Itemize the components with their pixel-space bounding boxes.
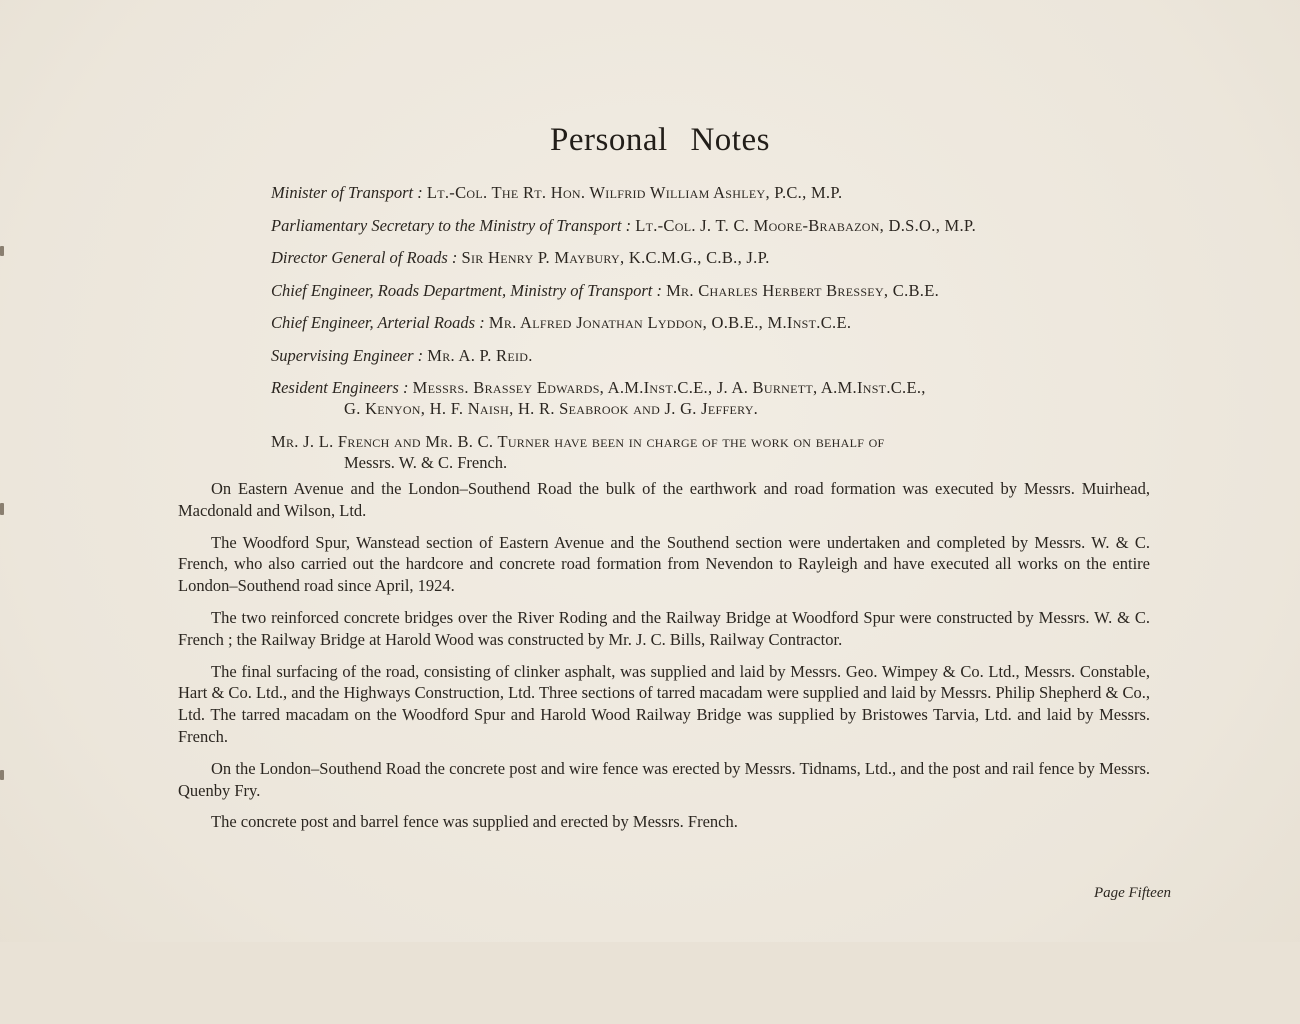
personnel-name: Sir Henry P. Maybury, K.C.M.G., C.B., J.P. bbox=[461, 248, 770, 267]
personnel-entry bbox=[271, 280, 1131, 301]
personnel-role: Director General of Roads : bbox=[271, 248, 458, 267]
personnel-entry bbox=[271, 377, 1131, 419]
french-note bbox=[271, 431, 1131, 473]
personnel-entry bbox=[271, 312, 1131, 333]
personnel-name: Lt.-Col. The Rt. Hon. Wilfrid William Ashley, P.C., M.P. bbox=[426, 183, 843, 202]
personnel-entry bbox=[271, 345, 1131, 366]
binding-mark bbox=[0, 770, 4, 780]
binding-mark bbox=[0, 246, 4, 256]
personnel-role: Chief Engineer, Roads Department, Ministry of Transport : bbox=[271, 280, 662, 300]
page-bottom-band bbox=[0, 942, 1300, 1024]
personnel-entry bbox=[271, 247, 1131, 268]
personnel-name: Mr. Charles Herbert Bressey, C.B.E. bbox=[666, 280, 940, 300]
body-paragraph: The two reinforced concrete bridges over the River Roding and the Railway Bridge at Woodford Spur were constructed by Messrs. W. & C. French ; the Railway Bridge at Harold Wood was constructed by Mr. J. C. Bills, Railway Contractor. bbox=[178, 607, 1150, 649]
personnel-role: Chief Engineer, Arterial Roads : bbox=[271, 313, 485, 332]
body-paragraph: The final surfacing of the road, consisting of clinker asphalt, was supplied and laid by Messrs. Geo. Wimpey & Co. Ltd., Messrs. Constable, Hart & Co. Ltd., and the Highways Construction, Ltd. Three sections of tarred macadam were supplied and laid by Messrs. Philip Shepherd & Co., Ltd. The tarred macadam on the Woodford Spur and Harold Wood Railway Bridge was supplied by Bristowes Tarvia, Ltd. and laid by Messrs. French. bbox=[178, 661, 1150, 746]
french-note-line: Mr. J. L. French and Mr. B. C. Turner have been in charge of the work on behalf of bbox=[271, 431, 885, 451]
body-paragraph: On Eastern Avenue and the London–Southend Road the bulk of the earthwork and road formation was executed by Messrs. Muirhead, Macdonald and Wilson, Ltd. bbox=[178, 479, 1150, 520]
body-paragraph: The concrete post and barrel fence was supplied and erected by Messrs. French. bbox=[211, 812, 738, 832]
page-number: Page Fifteen bbox=[1093, 885, 1171, 901]
personnel-name: Mr. A. P. Reid. bbox=[427, 345, 533, 365]
binding-mark bbox=[0, 503, 4, 515]
body-text bbox=[178, 478, 1150, 843]
personnel-entry bbox=[271, 182, 1131, 203]
body-paragraph: The Woodford Spur, Wanstead section of Eastern Avenue and the Southend section were undertaken and completed by Messrs. W. & C. French, who also carried out the hardcore and concrete road formation from Nevendon to Rayleigh and have executed all works on the entire London–Southend road since April, 1924. bbox=[178, 532, 1150, 596]
personnel-role: Minister of Transport : bbox=[271, 183, 423, 202]
french-note-line-continued: Messrs. W. & C. French. bbox=[344, 452, 508, 472]
personnel-list bbox=[271, 182, 1131, 484]
personnel-name: Lt.-Col. J. T. C. Moore-Brabazon, D.S.O., M.P. bbox=[635, 215, 977, 235]
personnel-role: Resident Engineers : bbox=[271, 378, 409, 397]
body-paragraph: On the London–Southend Road the concrete post and wire fence was erected by Messrs. Tidnams, Ltd., and the post and rail fence by Messrs. Quenby Fry. bbox=[178, 758, 1150, 800]
page-title: Personal Notes bbox=[550, 122, 770, 158]
personnel-role: Parliamentary Secretary to the Ministry of Transport : bbox=[271, 215, 632, 235]
personnel-role: Supervising Engineer : bbox=[271, 345, 424, 365]
personnel-name-continued: G. Kenyon, H. F. Naish, H. R. Seabrook and J. G. Jeffery. bbox=[344, 399, 759, 418]
personnel-name: Messrs. Brassey Edwards, A.M.Inst.C.E., J. A. Burnett, A.M.Inst.C.E., bbox=[412, 378, 926, 397]
personnel-name: Mr. Alfred Jonathan Lyddon, O.B.E., M.Inst.C.E. bbox=[488, 313, 852, 332]
personnel-entry bbox=[271, 215, 1131, 236]
